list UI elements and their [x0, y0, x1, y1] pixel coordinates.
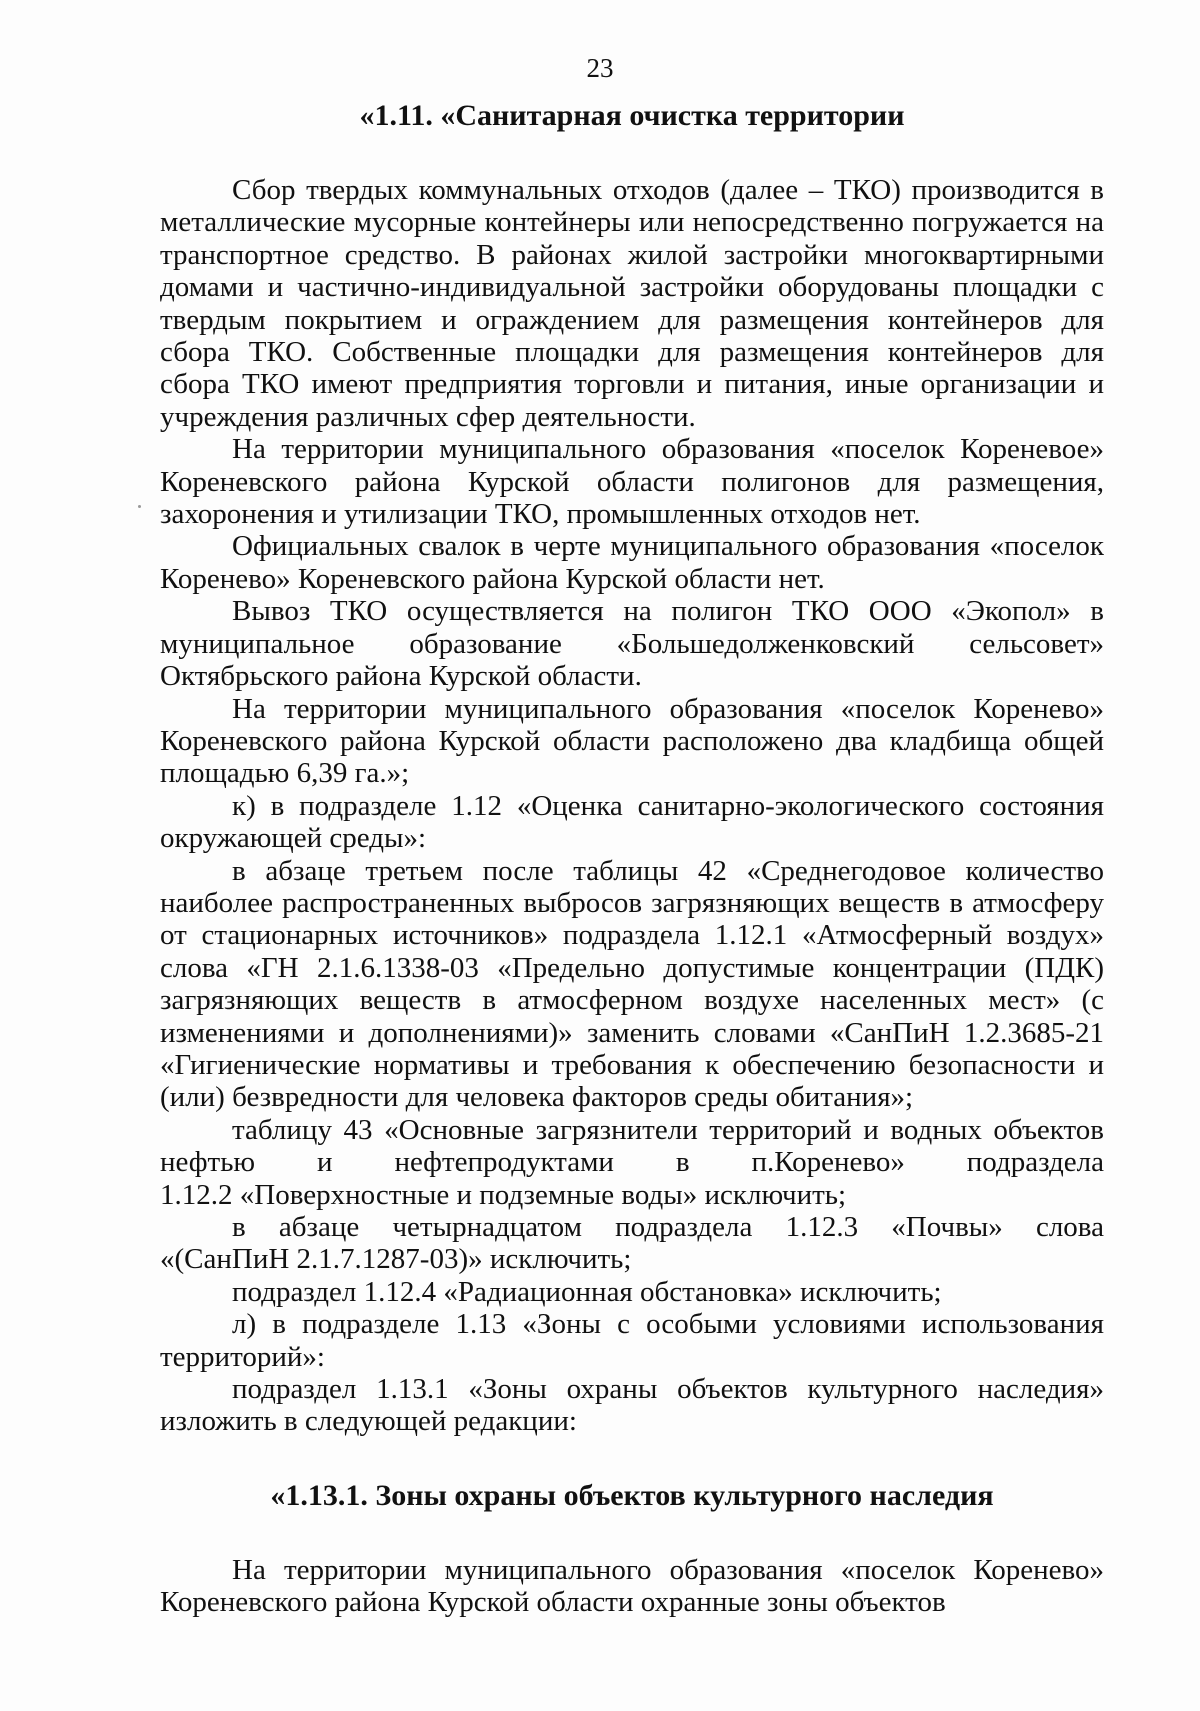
text-line: На территории муниципального образования «поселок Коренево» [232, 692, 1104, 725]
document-body [160, 96, 1104, 1619]
paragraph [160, 433, 1104, 530]
text-line: Кореневского района Курской области полигонов для размещения, [160, 465, 1104, 498]
text-line: муниципальное образование «Большедолженковский сельсовет» [160, 627, 1104, 660]
text-line: к) в подразделе 1.12 «Оценка санитарно-экологического состояния [232, 789, 1104, 822]
text-line: окружающей среды»: [160, 822, 427, 855]
text-line: таблицу 43 «Основные загрязнители территорий и водных объектов [232, 1113, 1104, 1146]
paragraph [160, 1276, 1104, 1308]
text-line: «Гигиенические нормативы и требования к обеспечению безопасности и [160, 1048, 1104, 1081]
text-line: подраздел 1.13.1 «Зоны охраны объектов культурного наследия» [232, 1373, 1104, 1406]
text-line: На территории муниципального образования «поселок Кореневое» [232, 433, 1104, 466]
text-line: Вывоз ТКО осуществляется на полигон ТКО ООО «Экопол» в [232, 595, 1104, 628]
text-line: домами и частично-индивидуальной застройки оборудованы площадки с [160, 271, 1104, 304]
text-line: Сбор твердых коммунальных отходов (далее – ТКО) производится в [232, 174, 1104, 206]
section-heading-sanitary-cleaning: «1.11. «Санитарная очистка территории [359, 99, 905, 132]
text-line: На территории муниципального образования «поселок Коренево» [232, 1553, 1104, 1586]
paragraph [160, 1373, 1104, 1438]
paragraph [160, 174, 1104, 433]
text-line: учреждения различных сфер деятельности. [160, 400, 696, 433]
text-line: металлические мусорные контейнеры или непосредственно погружается на [160, 206, 1104, 239]
text-line: нефтью и нефтепродуктами в п.Коренево» подраздела [160, 1146, 1104, 1179]
text-line: «(СанПиН 2.1.7.1287-03)» исключить; [160, 1243, 632, 1276]
paragraph [160, 1554, 1104, 1619]
text-line: изменениями и дополнениями)» заменить словами «СанПиН 1.2.3685-21 [160, 1016, 1104, 1049]
section-cultural-heritage-text [160, 1554, 1104, 1619]
text-line: захоронения и утилизации ТКО, промышленных отходов нет. [160, 498, 921, 531]
paragraph [160, 1308, 1104, 1373]
text-line: сбора ТКО. Собственные площадки для размещения контейнеров для [160, 336, 1104, 369]
text-line: 1.12.2 «Поверхностные и подземные воды» исключить; [160, 1178, 847, 1211]
text-line: сбора ТКО имеют предприятия торговли и питания, иные организации и [160, 368, 1104, 401]
text-line: площадью 6,39 га.»; [160, 757, 410, 790]
paragraph [160, 693, 1104, 790]
section-sanitary-cleaning-text [160, 174, 1104, 1438]
text-line: твердым покрытием и ограждением для размещения контейнеров для [160, 303, 1104, 336]
text-line: Коренево» Кореневского района Курской области нет. [160, 562, 825, 595]
paragraph [160, 1114, 1104, 1211]
section-heading-cultural-heritage: «1.13.1. Зоны охраны объектов культурного наследия [270, 1478, 994, 1512]
text-line: загрязняющих веществ в атмосферном воздухе населенных мест» (с [160, 984, 1104, 1017]
text-line: Официальных свалок в черте муниципального образования «поселок [232, 530, 1104, 563]
text-line: подраздел 1.12.4 «Радиационная обстановка» исключить; [232, 1275, 942, 1308]
text-line: в абзаце четырнадцатом подраздела 1.12.3 «Почвы» слова [232, 1211, 1104, 1243]
page-number: 23 [586, 53, 614, 83]
text-line: в абзаце третьем после таблицы 42 «Среднегодовое количество [232, 854, 1104, 887]
text-line: от стационарных источников» подраздела 1.12.1 «Атмосферный воздух» [160, 919, 1104, 952]
paragraph [160, 790, 1104, 855]
paragraph [160, 855, 1104, 1114]
scan-artifact-dot [138, 505, 141, 508]
text-line: Октябрьского района Курской области. [160, 660, 642, 693]
text-line: (или) безвредности для человека факторов среды обитания»; [160, 1081, 914, 1114]
text-line: л) в подразделе 1.13 «Зоны с особыми условиями использования [232, 1308, 1104, 1341]
text-line: Кореневского района Курской области расположено два кладбища общей [160, 724, 1104, 757]
text-line: транспортное средство. В районах жилой застройки многоквартирными [160, 238, 1104, 271]
paragraph [160, 1211, 1104, 1276]
text-line: Кореневского района Курской области охранные зоны объектов [160, 1586, 946, 1619]
paragraph [160, 595, 1104, 692]
paragraph [160, 530, 1104, 595]
text-line: слова «ГН 2.1.6.1338-03 «Предельно допустимые концентрации (ПДК) [160, 951, 1104, 984]
text-line: территорий»: [160, 1340, 325, 1373]
text-line: наиболее распространенных выбросов загрязняющих веществ в атмосферу [160, 886, 1104, 919]
text-line: изложить в следующей редакции: [160, 1405, 577, 1438]
